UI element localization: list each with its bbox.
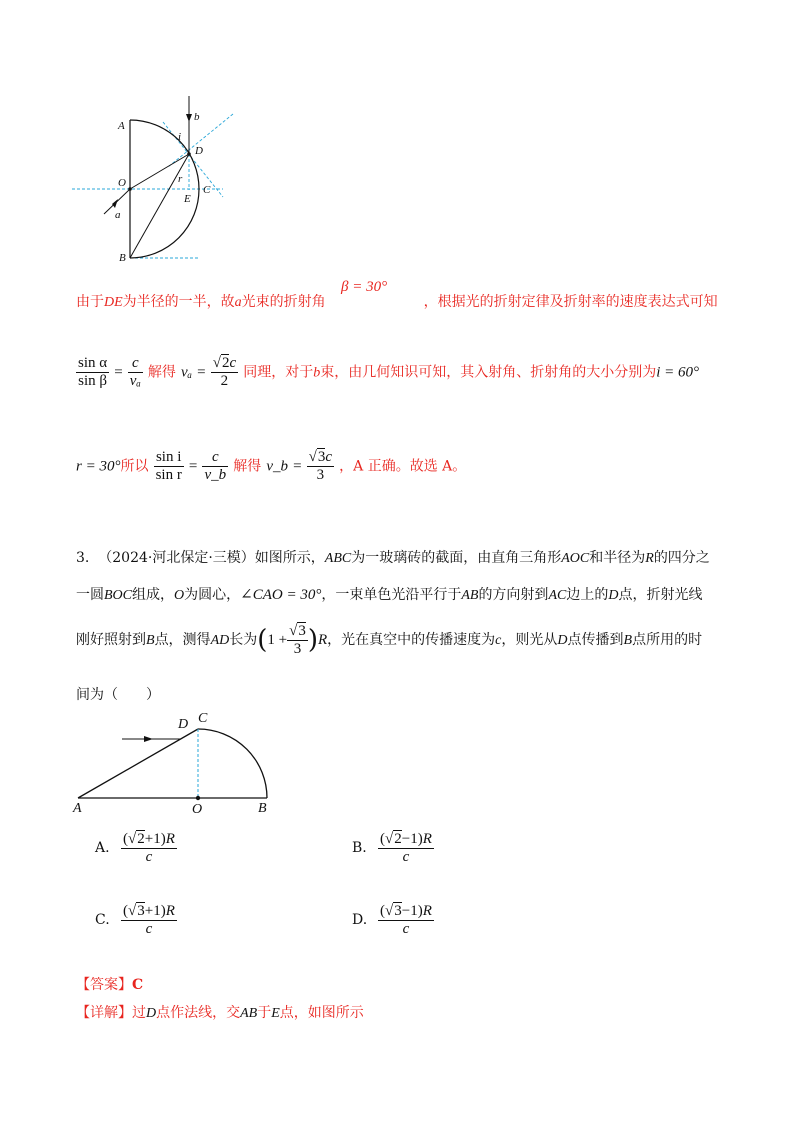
var: AD [210, 633, 230, 648]
label-O: O [192, 802, 203, 816]
denominator: c [402, 921, 410, 937]
option-fraction [121, 902, 177, 938]
var-R: R [422, 831, 432, 847]
option-fraction [121, 830, 177, 866]
var-E: E [271, 1006, 280, 1021]
var: ABC [324, 551, 352, 566]
sqrt-content: 2 [221, 355, 230, 371]
label-E: E [184, 193, 191, 205]
var: AB [461, 588, 479, 603]
numerator: (√3−1)R [380, 903, 432, 919]
label-D: D [178, 717, 189, 732]
var-c: c [325, 449, 333, 465]
text-segment: 为一玻璃砖的截面，由直角三角形 [351, 550, 562, 566]
text-segment: （2024·河北保定·三模）如图所示， [98, 550, 325, 566]
text-segment: 点所用的时 [632, 632, 703, 648]
ray-D-B [130, 154, 189, 258]
label-B: B [119, 252, 126, 264]
label-B: B [258, 801, 267, 816]
var: AC [548, 588, 567, 603]
label-D: D [195, 145, 203, 157]
text-segment: ，根据光的折射定律及折射率的速度表达式可知 [423, 294, 718, 310]
text-segment: 和半径为 [589, 550, 646, 566]
r-value: r = 30° [76, 458, 121, 475]
var: BOC [104, 588, 132, 603]
fraction-vb-value [307, 448, 334, 484]
option-c[interactable] [95, 902, 177, 938]
option-fraction [378, 902, 434, 938]
sqrt-content: 3 [394, 903, 402, 919]
arrow-right-icon [144, 736, 153, 742]
fraction-c-va [128, 355, 143, 390]
denominator: 2 [220, 373, 229, 389]
text-segment: 的方向射到 [478, 587, 549, 603]
solution-line-3 [76, 448, 466, 484]
fraction-sin-ratio [76, 355, 109, 390]
angle-value: ∠CAO = 30° [240, 587, 322, 603]
equals-sign: = [197, 364, 206, 381]
numerator: √2c [212, 355, 237, 371]
var-R: R [165, 831, 175, 847]
text-segment: 边上的 [566, 587, 609, 603]
equals-sign: = [114, 364, 123, 381]
sqrt-content: 2 [137, 831, 145, 847]
denominator: c [402, 849, 410, 865]
text-segment: 为圆心， [184, 587, 241, 603]
text-segment: 一圆 [76, 587, 104, 603]
text-segment: 长为 [229, 632, 258, 648]
numerator: (√2−1)R [380, 831, 432, 847]
sqrt-content: 3 [317, 449, 326, 465]
text-segment: 点作法线，交 [156, 1005, 241, 1021]
fraction-c-vb [202, 449, 228, 484]
var-vb: v_b [266, 458, 288, 475]
text-segment: 同理，对于 [243, 364, 314, 381]
text-suoyi: 所以 [120, 458, 149, 475]
numerator: c [202, 449, 228, 467]
text-segment: 点传播到 [567, 632, 624, 648]
denominator: 3 [316, 467, 325, 483]
detail-line [76, 1002, 364, 1022]
option-fraction [378, 830, 434, 866]
answer-line [76, 974, 143, 994]
label-O: O [118, 177, 126, 189]
text-segment: 光束的折射角 [241, 294, 326, 310]
var: O [174, 588, 185, 603]
numerator: (√3+1)R [123, 903, 175, 919]
arrow-b-icon [186, 114, 192, 122]
question-line-2 [76, 584, 702, 604]
var: D [557, 633, 568, 648]
point-D [187, 152, 191, 156]
solution-line-2 [76, 354, 699, 390]
var-a: a [234, 295, 242, 310]
text-segment: 的四分之 [653, 550, 710, 566]
numerator: sin i [154, 449, 184, 467]
var-R: R [318, 632, 328, 648]
right-paren: ) [307, 625, 318, 655]
option-d[interactable] [352, 902, 434, 938]
answer-value: C [132, 977, 144, 993]
denominator: c [145, 849, 153, 865]
numerator: (√2+1)R [123, 831, 175, 847]
label-C: C [203, 184, 211, 196]
numerator: c [128, 355, 143, 373]
numerator: √3 [289, 623, 306, 639]
text-segment: 过 [132, 1005, 146, 1021]
denominator: sin β [78, 372, 107, 389]
quarter-arc-BC [198, 729, 267, 798]
text-segment: ，则光从 [501, 632, 558, 648]
numerator: sin α [78, 354, 108, 371]
label-C: C [198, 711, 208, 726]
text-segment: 刚好照射到 [76, 632, 146, 648]
option-letter: A. [95, 840, 110, 856]
point-O [128, 187, 132, 191]
text-segment: 于 [257, 1005, 272, 1021]
var: AOC [561, 551, 590, 566]
fraction-va-value [211, 354, 238, 390]
text-conclusion: ，A 正确。故选 A。 [339, 458, 467, 475]
label-a: a [115, 209, 121, 221]
option-b[interactable] [352, 830, 434, 866]
operator: +1 [144, 903, 161, 919]
sqrt-content: 3 [137, 903, 145, 919]
figure-2-diagram [70, 706, 280, 816]
text-segment: ，一束单色光沿平行于 [321, 587, 462, 603]
denominator: sin r [155, 466, 182, 483]
text-segment: 组成， [132, 587, 174, 603]
text-segment: ，光在真空中的传播速度为 [327, 632, 496, 648]
equals-sign: = [188, 458, 198, 475]
text-segment: 为半径的一半，故 [122, 294, 235, 310]
option-a[interactable] [95, 830, 177, 866]
sqrt-content: 2 [394, 831, 402, 847]
label-r: r [178, 173, 183, 185]
figure-1-diagram [68, 92, 248, 267]
var-R: R [422, 903, 432, 919]
point-O [196, 796, 200, 800]
var-AB: AB [240, 1006, 258, 1021]
option-letter: C. [95, 912, 110, 928]
sqrt-content: 3 [298, 623, 306, 639]
var-va: vₐ [181, 364, 193, 381]
var: D [608, 588, 619, 603]
denominator: c [145, 921, 153, 937]
question-line-1 [76, 547, 710, 567]
i-value: i = 60° [656, 364, 700, 381]
question-line-4 [76, 684, 160, 704]
equals-sign: = [293, 458, 302, 475]
text-jiede: 解得 [233, 458, 262, 475]
left-paren: ( [257, 625, 268, 655]
solution-line-1 [76, 291, 718, 311]
operator: −1 [401, 903, 418, 919]
text-jiede: 解得 [147, 364, 176, 381]
detail-tag: 【详解】 [76, 1005, 132, 1021]
text-segment: 由于 [76, 294, 104, 310]
var: B [146, 633, 155, 648]
var-c: c [229, 355, 237, 371]
var-D: D [146, 1006, 157, 1021]
option-letter: B. [352, 840, 367, 856]
label-b: b [194, 111, 200, 123]
option-letter: D. [352, 912, 368, 928]
text-segment: 间为（ ） [76, 687, 160, 703]
operator: −1 [401, 831, 418, 847]
label-i: i [178, 131, 182, 143]
label-A: A [73, 801, 82, 816]
text-segment: 点，折射光线 [618, 587, 703, 603]
question-line-3 [76, 622, 702, 658]
numerator: √3c [308, 449, 333, 465]
fraction-sin-ir [154, 449, 184, 484]
label-A: A [118, 120, 125, 132]
answer-tag: 【答案】 [76, 977, 132, 993]
text-segment: 点，测得 [154, 632, 211, 648]
var: R [645, 551, 654, 566]
var: c [495, 633, 502, 648]
text-segment: 束，由几何知识可知，其入射角、折射角的大小分别为 [320, 364, 657, 381]
var-R: R [165, 903, 175, 919]
question-number: 3. [76, 550, 90, 566]
denominator: 3 [293, 641, 302, 657]
denominator: vₐ [129, 372, 141, 389]
arrow-a-icon [112, 199, 118, 208]
term-one: 1 + [267, 632, 288, 648]
var-DE: DE [104, 295, 123, 310]
text-segment: 点，如图所示 [279, 1005, 364, 1021]
var: B [623, 633, 633, 648]
denominator: v_b [204, 466, 227, 483]
operator: +1 [144, 831, 161, 847]
var-b: b [313, 365, 321, 381]
fraction-root3-3 [287, 622, 308, 658]
beta-value: β = 30° [341, 279, 388, 295]
